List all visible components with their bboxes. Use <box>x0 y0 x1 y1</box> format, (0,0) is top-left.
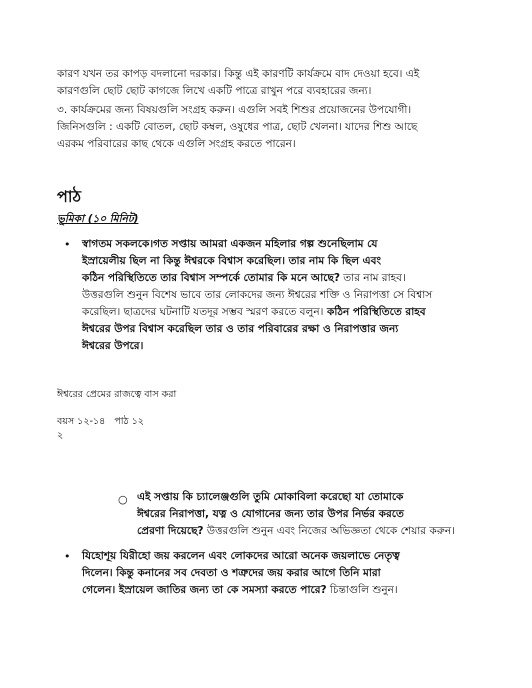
bullet-2-text <box>82 548 400 599</box>
text-line: দিলেন। কিন্তু কনানের সব দেবতা ও শত্রুদের জয় করার আগে তিনি মারা <box>82 567 381 579</box>
materials-paragraph <box>57 102 417 153</box>
text-line: জিনিসগুলি : একটি বোতল, ছোট কম্বল, ওষুধের পাত্র, ছোট খেলনা। যাদের শিশু আছে <box>57 121 418 133</box>
instruction-text: উত্তরগুলি শুনুন এবং নিজের অভিজ্ঞতা থেকে শেয়ার করুন। <box>203 525 455 537</box>
text-line: যিহোশূয় যিরীহো জয় করলেন এবং লোকদের আরো অনেক জয়লাভে নেতৃত্ব <box>82 550 400 562</box>
sub-bullet-text <box>137 489 455 540</box>
intro-bullet-text <box>82 236 432 355</box>
answer-text: তার নাম রাহব। <box>339 272 406 284</box>
text-line: ইস্রায়েলীয় ছিল না কিন্তু ঈশ্বরকে বিশ্বাস করেছিল। তার নাম কি ছিল এবং <box>82 255 382 267</box>
instruction-text: করেছিল। ছাত্রদের ঘটনাটি যতদূর সম্ভব স্মরণ করতে বলুন। <box>82 306 324 318</box>
question-text: কঠিন পরিস্থিতিতে তার বিশ্বাস সম্পর্কে তোমার কি মনে আছে? <box>82 272 340 284</box>
text-line: ঈশ্বরের উপর বিশ্বাস করেছিল তার ও তার পরিবারের রক্ষা ও নিরাপত্তার জন্য <box>82 323 399 335</box>
text-line: এরকম পরিবারের কাছ থেকে এগুলি সংগ্রহ করতে পারেন। <box>57 138 296 150</box>
text-line: কারণ যখন তর কাপড় বদলানো দরকার। কিন্তু এই কারণটি কার্যক্রমে বাদ দেওয়া হবে। এই <box>57 68 420 80</box>
question-text: গেলেন। ইস্রায়েল জাতির জন্য তা কে সমস্যা করতে পারে? <box>82 584 327 596</box>
footer-title: ঈশ্বরের প্রেমের রাজত্বে বাস করা <box>57 389 177 400</box>
page-number: ২ <box>57 430 64 441</box>
intro-paragraph-1 <box>57 66 419 100</box>
instruction-text: চিন্তাগুলি শুনুন। <box>326 584 398 596</box>
footer-age-lesson: বয়স ১২-১৪ পাঠ ১২ <box>57 416 144 427</box>
bullet-icon: • <box>64 238 71 251</box>
bullet-icon: • <box>64 550 71 563</box>
circle-bullet-icon: ○ <box>118 493 128 506</box>
text-line: স্বাগতম সকলকে।গত সপ্তায় আমরা একজন মহিলার গল্প শুনেছিলাম যে <box>82 238 378 250</box>
lesson-heading: পাঠ <box>57 187 82 206</box>
intro-label: ভূমিকা (১০ মিনিট) <box>57 213 139 225</box>
text-line: উত্তরগুলি শুনুন বিশেষ ভাবে তার লোকদের জন্য ঈশ্বরের শক্তি ও নিরাপত্তা সে বিশ্বাস <box>82 289 433 301</box>
text-line: ঈশ্বরের নিরাপত্তা, যত্ন ও যোগানের জন্য তার উপর নির্ভর করতে <box>137 508 404 520</box>
text-line: কারণগুলি ছোট ছোট কাগজে লিখে একটি পাত্রে রাখুন পরে ব্যবহারের জন্য। <box>57 85 372 97</box>
text-line: এই সপ্তায় কি চ্যালেঞ্জগুলি তুমি মোকাবিলা করেছো যা তোমাকে <box>137 491 404 503</box>
text-line: ঈশ্বরের উপরে। <box>82 340 144 352</box>
text-line: ৩. কার্যক্রমের জন্য বিষয়গুলি সংগ্রহ করুন। এগুলি সবই শিশুর প্রয়োজনের উপযোগী। <box>57 104 412 116</box>
emphasis-text: কঠিন পরিস্থিতিতে রাহব <box>323 306 426 318</box>
question-text: প্রেরণা দিয়েছে? <box>137 525 204 537</box>
